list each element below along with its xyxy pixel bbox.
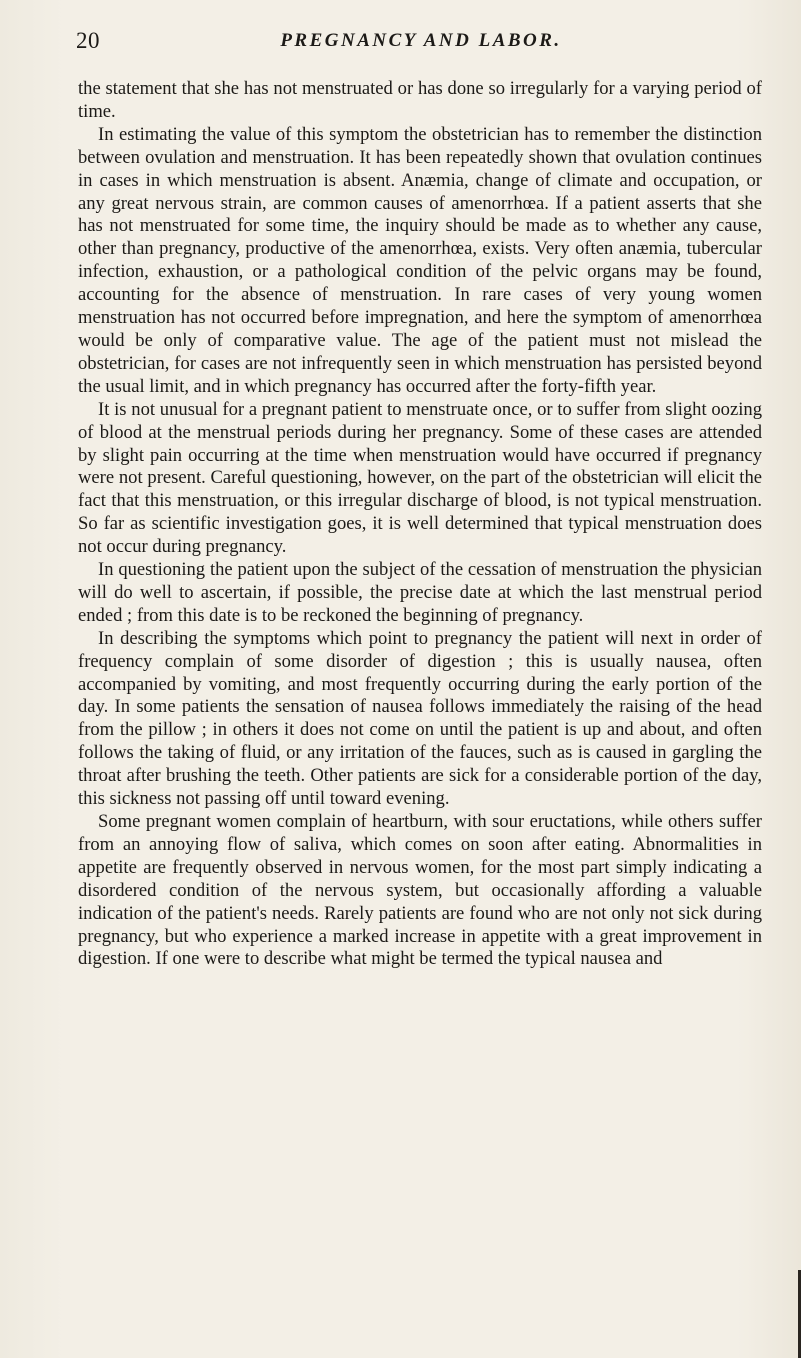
paragraph-nausea: In describing the symptoms which point to pregnancy the patient will next in order of frequency complain of some disorder of digestion ; this is usually nausea, often accompanied by vomiting, and most frequently occurring during the early portion of the day. In some patients the sensation of nausea follows immediately the raising of the head from the pillow ; in others it does not come on until the patient is up and about, and often follows the taking of fluid, or any irritation of the fauces, such as is caused in gargling the throat after brushing the teeth. Other patients are sick for a considerable portion of the day, this sickness not passing off until toward evening.: [78, 627, 762, 810]
paragraph-last-menstrual-date: In questioning the patient upon the subject of the cessation of menstruation the physician will do well to ascertain, if possible, the precise date at which the last menstrual period ended ; from this date is to be reckoned the beginning of pregnancy.: [78, 559, 762, 626]
page-number: 20: [76, 28, 100, 53]
paragraph-digestion: Some pregnant women complain of heartburn, with sour eructations, while others suffer from an annoying flow of saliva, which comes on soon after eating. Abnormalities in appetite are frequently observed in nervous women, for the most part simply indicating a disordered condition of the nervous system, but occasionally affording a valuable indication of the patient's needs. Rarely patients are found who are not only not sick during pregnancy, but who experience a marked increase in appetite with a great improvement in digestion. If one were to describe what might be termed the typical nausea and: [78, 811, 762, 970]
page-header: [76, 26, 766, 56]
body-text: [78, 78, 762, 971]
paragraph-menstruation-during-pregnancy: It is not unusual for a pregnant patient to menstruate once, or to suffer from slight oozing of blood at the menstrual periods during her pregnancy. Some of these cases are attended by slight pain occurring at the time when menstruation would have occurred if pregnancy were not present. Careful questioning, however, on the part of the obstetrician will elicit the fact that this menstruation, or this irregular discharge of blood, is not typical menstruation. So far as scientific investigation goes, it is well determined that typical menstruation does not occur during pregnancy.: [78, 398, 762, 558]
running-head: PREGNANCY AND LABOR.: [280, 30, 562, 51]
paragraph-continuation: the statement that she has not menstruated or has done so irregularly for a varying period of time.: [78, 78, 762, 122]
paragraph-ovulation-distinction: In estimating the value of this symptom the obstetrician has to remember the distinction between ovulation and menstruation. It has been repeatedly shown that ovulation continues in cases in which menstruation is absent. Anæmia, change of climate and occupation, or any great nervous strain, are common causes of amenorrhœa. If a patient asserts that she has not menstruated for some time, the inquiry should be made as to whether any cause, other than pregnancy, productive of the amenorrhœa, exists. Very often anæmia, tubercular infection, exhaustion, or a pathological condition of the pelvic organs may be found, accounting for the absence of menstruation. In rare cases of very young women menstruation has not occurred before impregnation, and here the symptom of amenorrhœa would be only of comparative value. The age of the patient must not mislead the obstetrician, for cases are not infrequently seen in which menstruation has persisted beyond the usual limit, and in which pregnancy has occurred after the forty-fifth year.: [78, 123, 762, 397]
